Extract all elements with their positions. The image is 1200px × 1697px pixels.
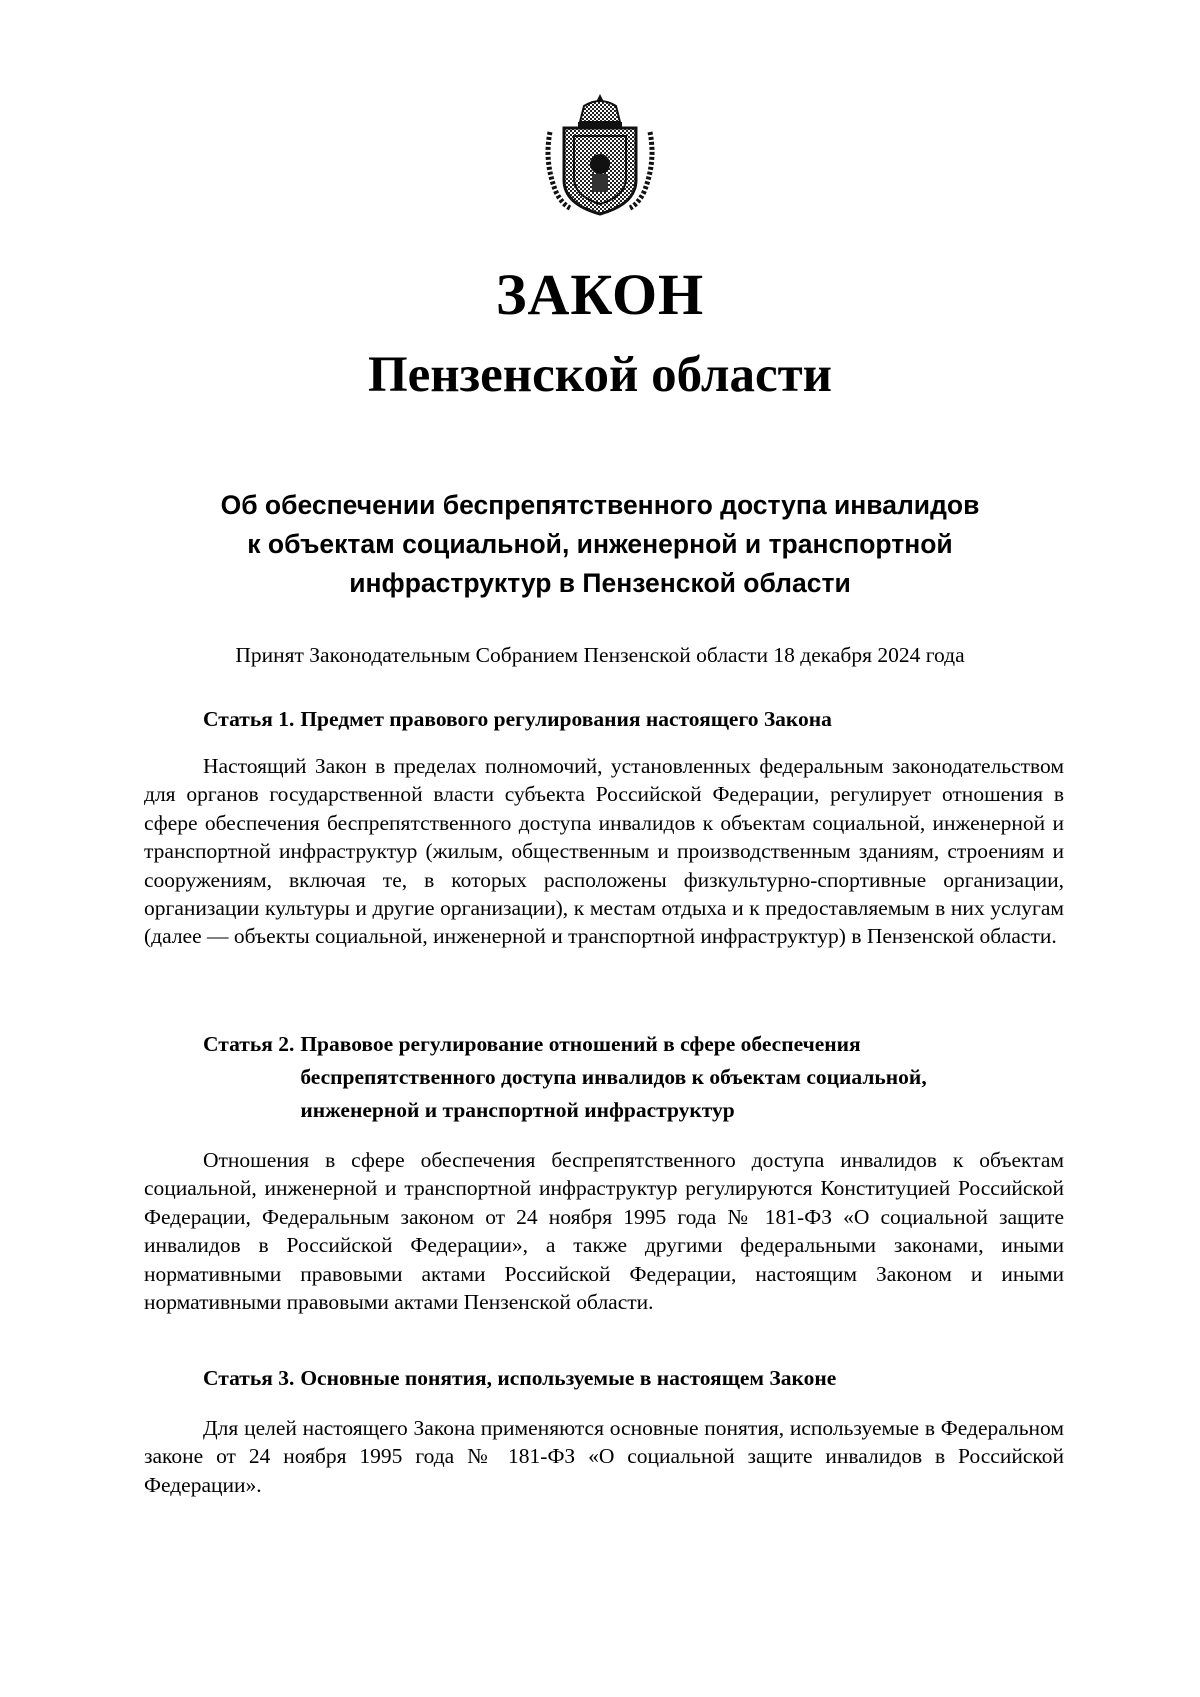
law-subject <box>150 486 1050 603</box>
article-number: Статья 3. <box>203 1366 295 1390</box>
article-title-line: инженерной и транспортной инфраструктур <box>300 1098 735 1122</box>
article-number: Статья 2. <box>203 1032 295 1056</box>
article-text: Для целей настоящего Закона применяются основные понятия, используемые в Федеральном законе от 24 ноября 1995 года № 181-ФЗ «О социальной защите инвалидов в Российской Федерации». <box>144 1416 1064 1497</box>
article-title-line: Правовое регулирование отношений в сфере обеспечения <box>300 1032 861 1056</box>
law-region: Пензенской области <box>367 347 833 403</box>
article-heading <box>203 704 1103 734</box>
coat-of-arms-icon <box>540 92 660 217</box>
article-title <box>300 1028 926 1127</box>
article-title: Предмет правового регулирования настоящего Закона <box>300 707 832 731</box>
adoption-note: Принят Законодательным Собранием Пензенской области 18 декабря 2024 года <box>235 643 965 667</box>
law-heading: ЗАКОН <box>495 262 705 327</box>
article-number: Статья 1. <box>203 707 295 731</box>
article-heading <box>203 1363 1103 1393</box>
law-subject-line: к объектам социальной, инженерной и транспортной <box>247 529 953 559</box>
article-title: Основные понятия, используемые в настоящем Законе <box>300 1366 837 1390</box>
article-heading <box>203 1028 1103 1127</box>
article-text: Отношения в сфере обеспечения беспрепятственного доступа инвалидов к объектам социальной, инженерной и транспортной инфраструктур регулируются Конституцией Российской Федерации, Федеральным законом от 24 ноября 1995 года № 181-ФЗ «О социальной защите инвалидов в Российской Федерации», а также другими федеральными законами, иными нормативными правовыми актами Российской Федерации, настоящим Законом и иными нормативными правовыми актами Пензенской области. <box>144 1148 1064 1315</box>
law-subject-line: инфраструктур в Пензенской области <box>349 568 851 598</box>
article-text: Настоящий Закон в пределах полномочий, установленных федеральным законодательством для органов государственной власти субъекта Российской Федерации, регулирует отношения в сфере обеспечения беспрепятственного доступа инвалидов к объектам социальной, инженерной и транспортной инфраструктур (жилым, общественным и производственным зданиям, строениям и сооружениям, включая те, в которых расположены физкультурно-спортивные организации, организации культуры и другие организации), к местам отдыха и к предоставляемым в них услугам (далее — объекты социальной, инженерной и транспортной инфраструктур) в Пензенской области. <box>144 754 1064 949</box>
article-title-line: беспрепятственного доступа инвалидов к объектам социальной, <box>300 1065 927 1089</box>
law-subject-line: Об обеспечении беспрепятственного доступа инвалидов <box>220 490 980 520</box>
